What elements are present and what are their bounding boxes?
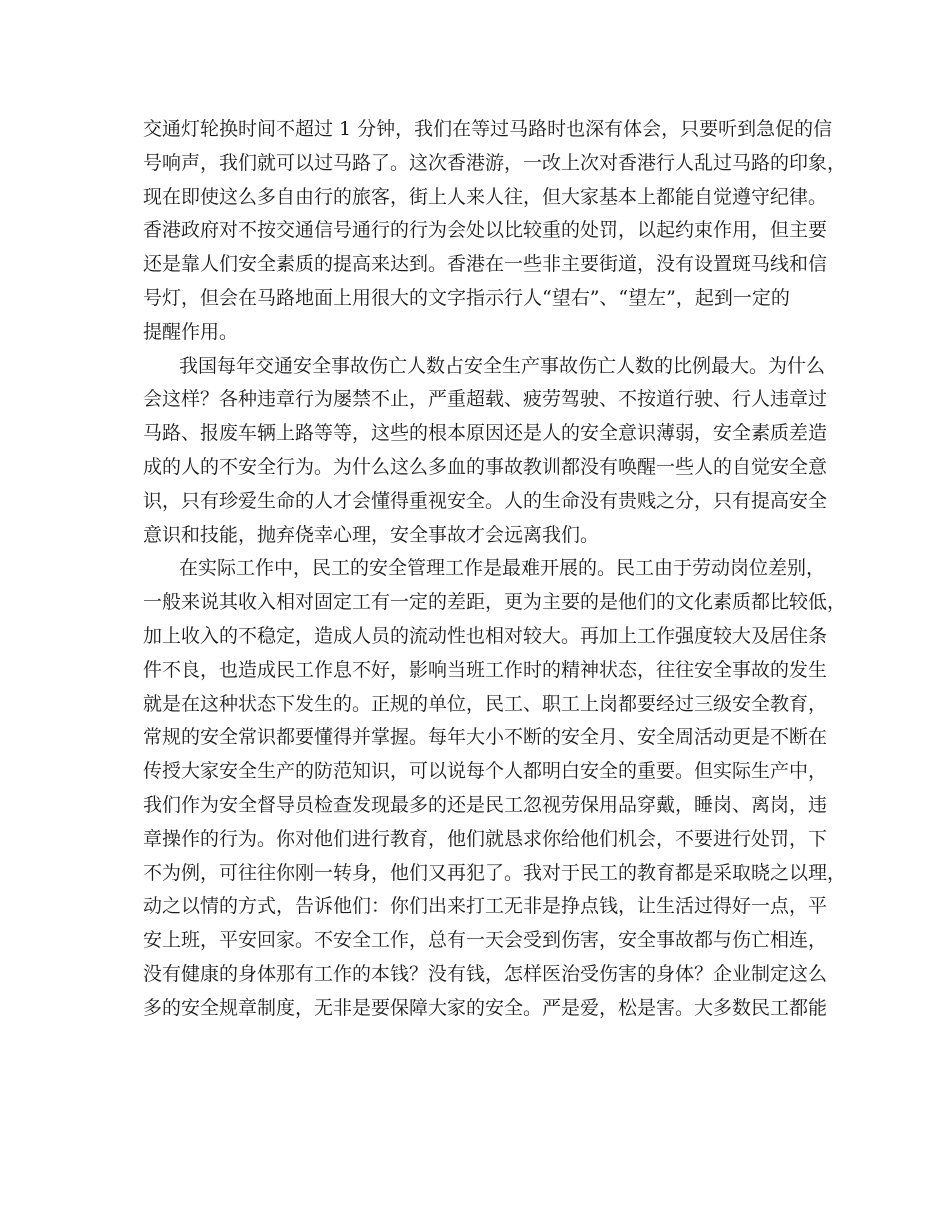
text-line: 意识和技能，抛弃侥幸心理，安全事故才会远离我们。: [143, 523, 600, 546]
paragraph-migrant-worker-safety: [143, 552, 847, 1025]
text-line: 我们作为安全督导员检查发现最多的还是民工忽视劳保用品穿戴，睡岗、离岗，违: [143, 793, 828, 816]
text-line: 现在即使这么多自由行的旅客，街上人来人往，但大家基本上都能自觉遵守纪律。: [143, 185, 828, 208]
text-line: 加上收入的不稳定，造成人员的流动性也相对较大。再加上工作强度较大及居住条: [143, 624, 828, 647]
text-line: 在实际工作中，民工的安全管理工作是最难开展的。民工由于劳动岗位差别，: [179, 557, 826, 580]
text-line: 没有健康的身体那有工作的本钱？没有钱，怎样医治受伤害的身体？企业制定这么: [143, 962, 828, 985]
text-line: 香港政府对不按交通信号通行的行为会处以比较重的处罚，以起约束作用，但主要: [143, 219, 828, 242]
text-line: 传授大家安全生产的防范知识，可以说每个人都明白安全的重要。但实际生产中，: [143, 760, 828, 783]
text-line: 还是靠人们安全素质的提高来达到。香港在一些非主要街道，没有设置斑马线和信: [143, 253, 828, 276]
paragraph-traffic-accidents: [143, 350, 828, 553]
text-line: 多的安全规章制度，无非是要保障大家的安全。严是爱，松是害。大多数民工都能: [143, 996, 828, 1019]
paragraph-traffic-signals: [143, 113, 847, 350]
text-line: 识，只有珍爱生命的人才会懂得重视安全。人的生命没有贵贱之分，只有提高安全: [143, 489, 828, 512]
text-line: 提醒作用。: [143, 320, 239, 343]
document-body: [143, 113, 847, 1026]
text-line: 号响声，我们就可以过马路了。这次香港游，一改上次对香港行人乱过马路的印象，: [143, 151, 847, 174]
text-line: 常规的安全常识都要懂得并掌握。每年大小不断的安全月、安全周活动更是不断在: [143, 726, 828, 749]
text-line: 交通灯轮换时间不超过 1 分钟，我们在等过马路时也深有体会，只要听到急促的信: [143, 118, 833, 140]
text-line: 会这样？各种违章行为屡禁不止，严重超载、疲劳驾驶、不按道行驶、行人违章过: [143, 388, 828, 411]
text-line: 安上班，平安回家。不安全工作，总有一天会受到伤害，安全事故都与伤亡相连，: [143, 929, 828, 952]
text-line: 章操作的行为。你对他们进行教育，他们就恳求你给他们机会，不要进行处罚，下: [143, 827, 828, 850]
text-line: 成的人的不安全行为。为什么这么多血的事故教训都没有唤醒一些人的自觉安全意: [143, 455, 828, 478]
text-line: 动之以情的方式，告诉他们：你们出来打工无非是挣点钱，让生活过得好一点，平: [143, 895, 828, 918]
text-line: 件不良，也造成民工作息不好，影响当班工作时的精神状态，往往安全事故的发生: [143, 658, 828, 681]
text-line: 我国每年交通安全事故伤亡人数占安全生产事故伤亡人数的比例最大。为什么: [179, 354, 826, 377]
text-line: 马路、报废车辆上路等等，这些的根本原因还是人的安全意识薄弱，安全素质差造: [143, 422, 828, 445]
text-line: 号灯，但会在马路地面上用很大的文字指示行人“望右”、“望左”，起到一定的: [143, 286, 790, 309]
text-line: 就是在这种状态下发生的。正规的单位，民工、职工上岗都要经过三级安全教育，: [143, 692, 828, 715]
text-line: 不为例，可往往你刚一转身，他们又再犯了。我对于民工的教育都是采取晓之以理，: [143, 861, 847, 884]
text-line: 一般来说其收入相对固定工有一定的差距，更为主要的是他们的文化素质都比较低，: [143, 591, 847, 614]
